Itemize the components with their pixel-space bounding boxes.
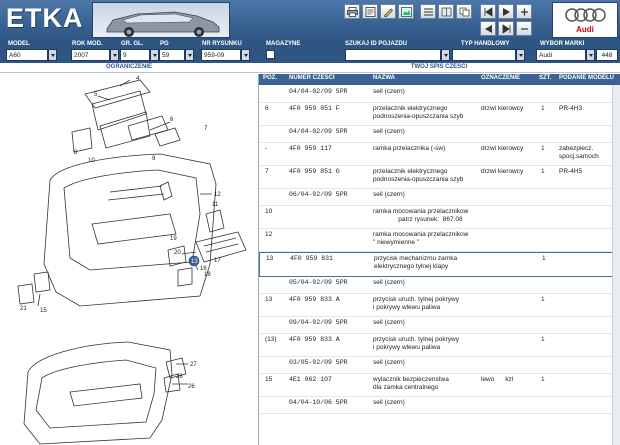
rok-label: ROK MOD. bbox=[72, 41, 103, 47]
table-row[interactable] bbox=[259, 126, 620, 143]
cell-szt: 1 bbox=[541, 145, 545, 152]
cell-nazwa: seil (czern) bbox=[373, 359, 405, 366]
gr-label: GR. GL. bbox=[121, 41, 144, 47]
table-row[interactable] bbox=[259, 166, 620, 189]
note-icon[interactable] bbox=[362, 4, 378, 19]
next-icon[interactable] bbox=[498, 4, 514, 19]
cell-nazwa: przycisk uruch. tylnej pokrywy i pokrywy wlewu paliwa bbox=[373, 296, 459, 311]
first-icon[interactable] bbox=[480, 4, 496, 19]
cell-nazwa: ramka mocowania przelacznikow " niewymienne " bbox=[373, 231, 469, 246]
callout-label: 16 bbox=[200, 266, 207, 272]
audi-rings-icon bbox=[553, 3, 619, 25]
pg-field[interactable]: 59 bbox=[159, 49, 185, 61]
szukaj-label: SZUKAJ ID POJAZDU bbox=[345, 41, 408, 47]
cell-poz: 12 bbox=[265, 231, 273, 238]
cell-nazwa: seil (czern) bbox=[373, 88, 405, 95]
table-scrollbar[interactable] bbox=[612, 85, 620, 445]
callout-label: 18 bbox=[204, 272, 211, 278]
parts-diagram[interactable] bbox=[0, 74, 258, 445]
nr-dropdown[interactable] bbox=[241, 49, 250, 61]
callout-label: 28 bbox=[176, 374, 183, 380]
graphic-icon[interactable] bbox=[398, 4, 414, 19]
cell-part-number: 4F0 959 851 F bbox=[289, 105, 340, 112]
table-row[interactable] bbox=[259, 143, 620, 166]
typ-label: TYP HANDLOWY bbox=[461, 41, 510, 47]
cell-part-number: 4F0 959 831 bbox=[290, 255, 333, 262]
cell-szt: 1 bbox=[541, 296, 545, 303]
prev-icon[interactable] bbox=[480, 21, 496, 36]
callout-label: 8 bbox=[74, 150, 78, 156]
table-row[interactable] bbox=[259, 189, 620, 206]
cell-podanie: zabezpiecz. spocj.samoch bbox=[559, 145, 599, 160]
cell-nazwa: seil (czern) bbox=[373, 128, 405, 135]
callout-label: 4 bbox=[136, 76, 140, 82]
cell-podanie: PR-4H5 bbox=[559, 168, 583, 175]
cell-poz: 7 bbox=[265, 168, 269, 175]
callout-label: 5 bbox=[94, 92, 98, 98]
cell-nazwa: seil (czern) bbox=[373, 319, 405, 326]
cell-nazwa: wylacznik bezpieczenstwa dla zamka centralnego bbox=[373, 376, 449, 391]
cell-poz: 13 bbox=[266, 255, 274, 262]
model-dropdown[interactable] bbox=[48, 49, 57, 61]
magazyn-label: MAGAZYNE bbox=[266, 41, 301, 47]
col-szt[interactable]: SZT. bbox=[539, 75, 552, 81]
col-nr[interactable]: NUMER CZESCI bbox=[289, 75, 335, 81]
cell-szt: 1 bbox=[541, 105, 545, 112]
magazyn-checkbox[interactable] bbox=[266, 50, 275, 59]
cell-part-number: 4E1 962 107 bbox=[289, 376, 332, 383]
cell-nazwa: przelacznik elektrycznego podnoszenia-opuszczania szyb bbox=[373, 105, 464, 120]
rok-field[interactable]: 2007 bbox=[71, 49, 110, 61]
callout-label: 21 bbox=[20, 306, 27, 312]
marka-label: WYBOR MARKI bbox=[540, 41, 585, 47]
app-header bbox=[0, 0, 620, 40]
cell-poz: (13) bbox=[265, 336, 277, 343]
copy-icon[interactable] bbox=[456, 4, 472, 19]
cell-part-number: 4F0 959 833 A bbox=[289, 336, 340, 343]
nr-label: NR RYSUNKU bbox=[202, 41, 242, 47]
cell-part-number: 05/04-02/09 5PR bbox=[289, 279, 348, 286]
book-icon[interactable] bbox=[438, 4, 454, 19]
col-oznaczenie[interactable]: OZNACZENIE bbox=[481, 75, 520, 81]
cell-nazwa: seil (czern) bbox=[373, 191, 405, 198]
callout-label: 13 bbox=[191, 259, 198, 265]
cell-nazwa: seil (czern) bbox=[373, 399, 405, 406]
cell-nazwa: przelacznik elektrycznego podnoszenia-opuszczania szyb bbox=[373, 168, 464, 183]
toolbar-nav-2 bbox=[480, 21, 532, 36]
cell-nazwa: ramka mocowania przelacznikow patrz rysunek: 867.08 bbox=[373, 208, 469, 223]
marka-field[interactable]: Audi bbox=[536, 49, 586, 61]
cell-nazwa: seil (czern) bbox=[373, 279, 405, 286]
callout-label: 11 bbox=[212, 202, 219, 208]
table-row[interactable] bbox=[259, 103, 620, 126]
cell-podanie: PR-4H3 bbox=[559, 105, 583, 112]
cell-part-number: 4F0 959 851 G bbox=[289, 168, 340, 175]
last-icon[interactable] bbox=[498, 21, 514, 36]
cell-poz: 10 bbox=[265, 208, 273, 215]
restriction-header[interactable]: OGRANICZENIE bbox=[0, 64, 258, 73]
callout-label: 27 bbox=[190, 362, 197, 368]
marka-dropdown[interactable] bbox=[586, 49, 595, 61]
parts-list-header[interactable]: TWOJ SPIS CZESCI bbox=[258, 64, 620, 73]
cell-szt: 1 bbox=[541, 336, 545, 343]
table-row[interactable] bbox=[259, 86, 620, 103]
cell-part-number: 04/04-02/09 5PR bbox=[289, 128, 348, 135]
cell-part-number: 04/04-10/06 5PR bbox=[289, 399, 348, 406]
cell-part-number: 09/04-02/09 5PR bbox=[289, 319, 348, 326]
pg-label: PG bbox=[160, 41, 169, 47]
table-row[interactable] bbox=[259, 252, 620, 277]
table-row[interactable] bbox=[259, 374, 620, 397]
toolbar-left bbox=[344, 4, 414, 19]
typ-dropdown[interactable] bbox=[516, 49, 525, 61]
col-poz[interactable]: POZ. bbox=[263, 75, 278, 81]
callout-label: 9 bbox=[152, 156, 156, 162]
cell-poz: - bbox=[265, 145, 268, 152]
edit-icon[interactable] bbox=[380, 4, 396, 19]
app-logo: ETKA bbox=[6, 3, 84, 33]
cell-oznaczenie: drzwi kierowcy bbox=[481, 105, 524, 112]
cell-part-number: 04/04-02/09 5PR bbox=[289, 88, 348, 95]
cell-part-number: 03/05-02/09 5PR bbox=[289, 359, 348, 366]
minus-icon[interactable] bbox=[516, 21, 532, 36]
print-icon[interactable] bbox=[344, 4, 360, 19]
cell-oznaczenie: drzwi kierowcy bbox=[481, 168, 524, 175]
list-icon[interactable] bbox=[420, 4, 436, 19]
marka-code: 448 bbox=[596, 49, 618, 61]
table-header bbox=[259, 74, 620, 85]
model-label: MODEL bbox=[8, 41, 30, 47]
callout-label: 20 bbox=[174, 250, 181, 256]
parts-table bbox=[258, 74, 620, 445]
table-row[interactable] bbox=[259, 206, 620, 229]
table-row[interactable] bbox=[259, 357, 620, 374]
callout-label: 10 bbox=[88, 158, 95, 164]
callout-label: 15 bbox=[40, 308, 47, 314]
callout-label: 7 bbox=[204, 126, 208, 132]
table-row[interactable] bbox=[259, 334, 620, 357]
rok-dropdown[interactable] bbox=[110, 49, 119, 61]
cell-nazwa: przycisk uruch. tylnej pokrywy i pokrywy wlewu paliwa bbox=[373, 336, 459, 351]
cell-poz: 13 bbox=[265, 296, 273, 303]
cell-oznaczenie: lewo kzl bbox=[481, 376, 514, 383]
callout-label: 6 bbox=[170, 117, 174, 123]
cell-nazwa: ramka przelacznika (-sw) bbox=[373, 145, 446, 152]
cell-part-number: 4F0 959 117 bbox=[289, 145, 332, 152]
toolbar-middle bbox=[420, 4, 472, 19]
cell-szt: 1 bbox=[541, 168, 545, 175]
cell-poz: 15 bbox=[265, 376, 273, 383]
table-row[interactable] bbox=[259, 229, 620, 252]
vehicle-image bbox=[92, 2, 230, 38]
cell-part-number: 4F0 959 833 A bbox=[289, 296, 340, 303]
filter-bar bbox=[0, 40, 620, 63]
brand-logo bbox=[552, 2, 618, 38]
cell-oznaczenie: drzwi kierowcy bbox=[481, 145, 524, 152]
table-row[interactable] bbox=[259, 277, 620, 294]
callout-label: 12 bbox=[214, 192, 221, 198]
nr-field[interactable]: 959-09 bbox=[201, 49, 241, 61]
cell-part-number: 06/04-02/09 5PR bbox=[289, 191, 348, 198]
callout-label: 17 bbox=[214, 258, 221, 264]
brand-name: Audi bbox=[576, 25, 594, 34]
pg-dropdown[interactable] bbox=[185, 49, 194, 61]
exploded-view-illustration bbox=[0, 74, 258, 445]
cell-poz: 6 bbox=[265, 105, 269, 112]
table-row[interactable] bbox=[259, 294, 620, 317]
model-field[interactable]: A60 bbox=[6, 49, 48, 61]
table-row[interactable] bbox=[259, 317, 620, 334]
callout-label: 26 bbox=[188, 384, 195, 390]
cell-nazwa: przycisk mechanizmu zamka elektrycznego tylnej klapy bbox=[374, 255, 458, 270]
szukaj-field[interactable] bbox=[345, 49, 441, 61]
callout-label: 19 bbox=[170, 236, 177, 242]
cell-szt: 1 bbox=[541, 376, 545, 383]
col-nazwa[interactable]: NAZWA bbox=[373, 75, 395, 81]
table-row[interactable] bbox=[259, 397, 620, 414]
plus-icon[interactable] bbox=[516, 4, 532, 19]
toolbar-nav bbox=[480, 4, 532, 19]
col-podanie[interactable]: PODANIE MODELU bbox=[559, 75, 615, 81]
cell-szt: 1 bbox=[542, 255, 546, 262]
gr-dropdown[interactable] bbox=[150, 49, 159, 61]
typ-field[interactable] bbox=[452, 49, 516, 61]
szukaj-dropdown[interactable] bbox=[441, 49, 450, 61]
gr-field[interactable]: 9 bbox=[120, 49, 150, 61]
